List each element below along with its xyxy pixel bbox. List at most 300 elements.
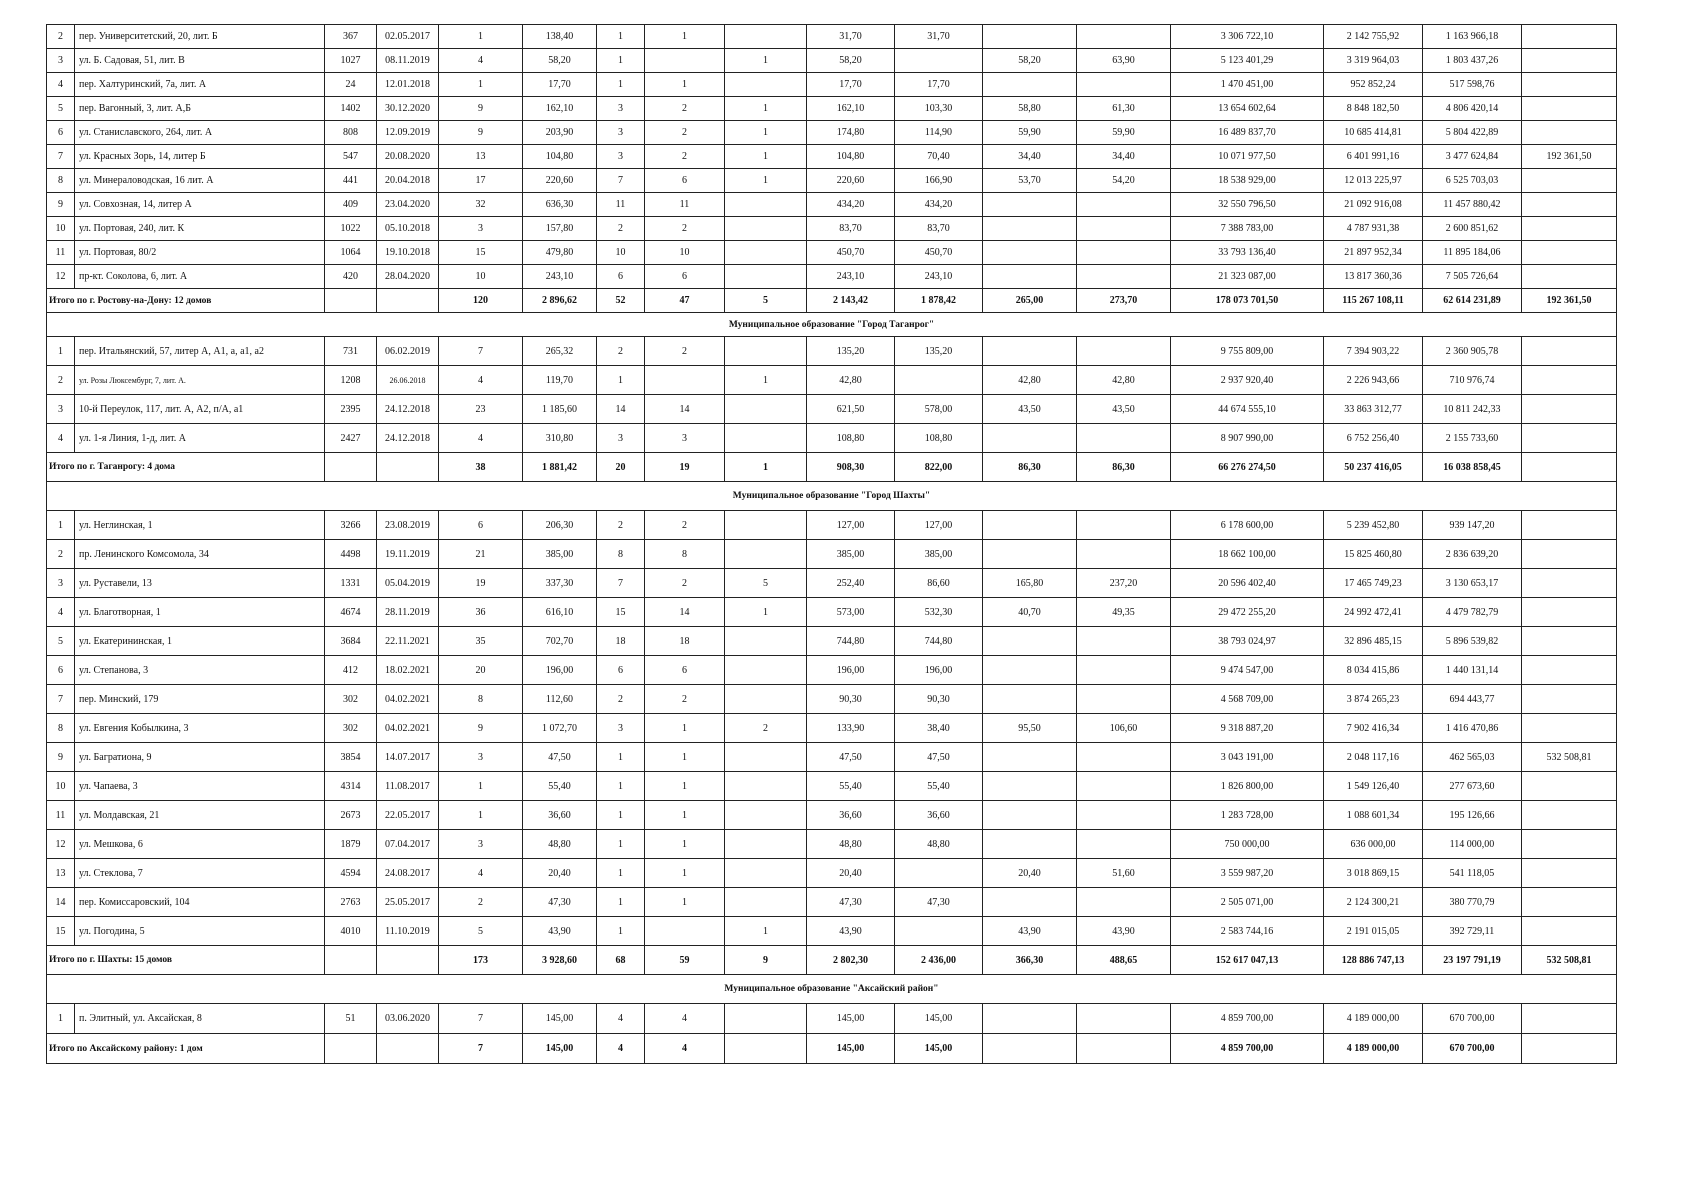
total-value-c13: 532 508,81 [1522, 946, 1617, 975]
value-cell-c9: 237,20 [1077, 569, 1171, 598]
date-cell: 06.02.2019 [377, 337, 439, 366]
value-cell-c12: 2 360 905,78 [1423, 337, 1522, 366]
table-row [47, 685, 1617, 714]
value-cell-c11: 3 319 964,03 [1324, 49, 1423, 73]
value-cell-c3: 1 [597, 49, 645, 73]
value-cell-c8 [983, 265, 1077, 289]
total-value-c7: 145,00 [895, 1034, 983, 1064]
row-number: 9 [47, 193, 75, 217]
table-row [47, 540, 1617, 569]
table-row [47, 395, 1617, 424]
value-cell-c7: 83,70 [895, 217, 983, 241]
value-cell-c3: 1 [597, 366, 645, 395]
value-cell-c9 [1077, 25, 1171, 49]
value-cell-c1: 4 [439, 49, 523, 73]
id-cell: 412 [325, 656, 377, 685]
value-cell-c2: 1 185,60 [523, 395, 597, 424]
value-cell-c13 [1522, 888, 1617, 917]
total-value-c6: 908,30 [807, 453, 895, 482]
row-number: 11 [47, 241, 75, 265]
value-cell-c9 [1077, 511, 1171, 540]
row-number: 3 [47, 569, 75, 598]
value-cell-c6: 36,60 [807, 801, 895, 830]
value-cell-c5 [725, 801, 807, 830]
value-cell-c6: 162,10 [807, 97, 895, 121]
date-cell: 05.10.2018 [377, 217, 439, 241]
value-cell-c6: 145,00 [807, 1004, 895, 1034]
value-cell-c9 [1077, 743, 1171, 772]
date-cell: 19.11.2019 [377, 540, 439, 569]
address-cell: ул. Б. Садовая, 51, лит. В [75, 49, 325, 73]
value-cell-c2: 119,70 [523, 366, 597, 395]
value-cell-c10: 38 793 024,97 [1171, 627, 1324, 656]
value-cell-c13 [1522, 801, 1617, 830]
value-cell-c4: 2 [645, 217, 725, 241]
value-cell-c11: 10 685 414,81 [1324, 121, 1423, 145]
value-cell-c11: 5 239 452,80 [1324, 511, 1423, 540]
date-cell: 12.09.2019 [377, 121, 439, 145]
value-cell-c12: 11 895 184,06 [1423, 241, 1522, 265]
value-cell-c8: 53,70 [983, 169, 1077, 193]
value-cell-c2: 243,10 [523, 265, 597, 289]
row-number: 5 [47, 627, 75, 656]
value-cell-c3: 3 [597, 714, 645, 743]
value-cell-c11: 8 034 415,86 [1324, 656, 1423, 685]
value-cell-c13 [1522, 366, 1617, 395]
row-number: 3 [47, 49, 75, 73]
total-value-c5 [725, 1034, 807, 1064]
value-cell-c4: 2 [645, 511, 725, 540]
value-cell-c13 [1522, 49, 1617, 73]
row-number: 2 [47, 366, 75, 395]
value-cell-c2: 702,70 [523, 627, 597, 656]
id-cell: 1027 [325, 49, 377, 73]
value-cell-c2: 310,80 [523, 424, 597, 453]
value-cell-c6: 55,40 [807, 772, 895, 801]
table-row [47, 1004, 1617, 1034]
address-cell: ул. Стеклова, 7 [75, 859, 325, 888]
value-cell-c3: 2 [597, 511, 645, 540]
value-cell-c8: 43,50 [983, 395, 1077, 424]
address-cell: пер. Итальянский, 57, литер А, А1, а, а1, а2 [75, 337, 325, 366]
value-cell-c11: 4 189 000,00 [1324, 1004, 1423, 1034]
id-cell: 302 [325, 685, 377, 714]
date-cell: 12.01.2018 [377, 73, 439, 97]
value-cell-c13 [1522, 540, 1617, 569]
date-cell: 20.04.2018 [377, 169, 439, 193]
value-cell-c10: 29 472 255,20 [1171, 598, 1324, 627]
total-value-c7: 2 436,00 [895, 946, 983, 975]
value-cell-c6: 20,40 [807, 859, 895, 888]
table-row [47, 888, 1617, 917]
value-cell-c12: 710 976,74 [1423, 366, 1522, 395]
address-cell: ул. Красных Зорь, 14, литер Б [75, 145, 325, 169]
table-row [47, 511, 1617, 540]
value-cell-c9: 42,80 [1077, 366, 1171, 395]
value-cell-c7: 103,30 [895, 97, 983, 121]
row-number: 2 [47, 25, 75, 49]
value-cell-c13 [1522, 395, 1617, 424]
value-cell-c12: 1 163 966,18 [1423, 25, 1522, 49]
value-cell-c5 [725, 627, 807, 656]
id-cell: 1402 [325, 97, 377, 121]
value-cell-c8 [983, 25, 1077, 49]
value-cell-c11: 2 124 300,21 [1324, 888, 1423, 917]
value-cell-c6: 434,20 [807, 193, 895, 217]
value-cell-c8 [983, 801, 1077, 830]
table-row [47, 97, 1617, 121]
value-cell-c6: 47,50 [807, 743, 895, 772]
total-value-c1: 7 [439, 1034, 523, 1064]
value-cell-c13 [1522, 337, 1617, 366]
value-cell-c5: 1 [725, 97, 807, 121]
value-cell-c13 [1522, 598, 1617, 627]
value-cell-c2: 47,50 [523, 743, 597, 772]
value-cell-c1: 35 [439, 627, 523, 656]
row-number: 4 [47, 598, 75, 627]
value-cell-c1: 32 [439, 193, 523, 217]
value-cell-c11: 3 018 869,15 [1324, 859, 1423, 888]
value-cell-c6: 252,40 [807, 569, 895, 598]
date-cell: 25.05.2017 [377, 888, 439, 917]
id-cell: 808 [325, 121, 377, 145]
row-number: 5 [47, 97, 75, 121]
value-cell-c10: 8 907 990,00 [1171, 424, 1324, 453]
total-value-c13 [1522, 1034, 1617, 1064]
date-cell: 07.04.2017 [377, 830, 439, 859]
date-cell: 28.11.2019 [377, 598, 439, 627]
value-cell-c1: 36 [439, 598, 523, 627]
date-cell: 22.11.2021 [377, 627, 439, 656]
total-value-c5: 9 [725, 946, 807, 975]
value-cell-c5 [725, 540, 807, 569]
value-cell-c9: 51,60 [1077, 859, 1171, 888]
total-empty-id [325, 453, 377, 482]
total-empty-id [325, 1034, 377, 1064]
value-cell-c4: 3 [645, 424, 725, 453]
value-cell-c5: 1 [725, 917, 807, 946]
value-cell-c7: 166,90 [895, 169, 983, 193]
id-cell: 441 [325, 169, 377, 193]
id-cell: 24 [325, 73, 377, 97]
value-cell-c6: 135,20 [807, 337, 895, 366]
value-cell-c7: 31,70 [895, 25, 983, 49]
value-cell-c6: 573,00 [807, 598, 895, 627]
value-cell-c2: 636,30 [523, 193, 597, 217]
value-cell-c2: 36,60 [523, 801, 597, 830]
value-cell-c12: 462 565,03 [1423, 743, 1522, 772]
value-cell-c11: 2 142 755,92 [1324, 25, 1423, 49]
value-cell-c2: 138,40 [523, 25, 597, 49]
value-cell-c1: 2 [439, 888, 523, 917]
value-cell-c12: 392 729,11 [1423, 917, 1522, 946]
value-cell-c1: 1 [439, 801, 523, 830]
value-cell-c10: 4 568 709,00 [1171, 685, 1324, 714]
value-cell-c4: 6 [645, 265, 725, 289]
id-cell: 2763 [325, 888, 377, 917]
total-label: Итого по Аксайскому району: 1 дом [47, 1034, 325, 1064]
table-row [47, 169, 1617, 193]
value-cell-c13 [1522, 73, 1617, 97]
value-cell-c4: 4 [645, 1004, 725, 1034]
value-cell-c8: 95,50 [983, 714, 1077, 743]
value-cell-c3: 3 [597, 145, 645, 169]
total-empty-date [377, 289, 439, 313]
id-cell: 1022 [325, 217, 377, 241]
value-cell-c4: 2 [645, 569, 725, 598]
address-cell: ул. Чапаева, 3 [75, 772, 325, 801]
value-cell-c5: 1 [725, 366, 807, 395]
value-cell-c3: 18 [597, 627, 645, 656]
row-number: 10 [47, 217, 75, 241]
value-cell-c8 [983, 217, 1077, 241]
id-cell: 2673 [325, 801, 377, 830]
value-cell-c7: 135,20 [895, 337, 983, 366]
table-row [47, 772, 1617, 801]
value-cell-c7: 196,00 [895, 656, 983, 685]
row-number: 3 [47, 395, 75, 424]
date-cell: 20.08.2020 [377, 145, 439, 169]
total-value-c1: 173 [439, 946, 523, 975]
value-cell-c7: 578,00 [895, 395, 983, 424]
total-value-c12: 23 197 791,19 [1423, 946, 1522, 975]
value-cell-c8 [983, 337, 1077, 366]
value-cell-c7 [895, 859, 983, 888]
value-cell-c12: 277 673,60 [1423, 772, 1522, 801]
id-cell: 1064 [325, 241, 377, 265]
row-number: 4 [47, 73, 75, 97]
value-cell-c6: 43,90 [807, 917, 895, 946]
value-cell-c3: 1 [597, 801, 645, 830]
table-row [47, 366, 1617, 395]
total-value-c6: 145,00 [807, 1034, 895, 1064]
total-row [47, 1034, 1617, 1064]
value-cell-c5: 5 [725, 569, 807, 598]
value-cell-c8 [983, 627, 1077, 656]
total-value-c11: 128 886 747,13 [1324, 946, 1423, 975]
value-cell-c12: 2 836 639,20 [1423, 540, 1522, 569]
value-cell-c2: 104,80 [523, 145, 597, 169]
value-cell-c4: 2 [645, 145, 725, 169]
value-cell-c1: 3 [439, 217, 523, 241]
id-cell: 731 [325, 337, 377, 366]
address-cell: ул. Погодина, 5 [75, 917, 325, 946]
value-cell-c9: 34,40 [1077, 145, 1171, 169]
section-title: Муниципальное образование "Город Таганрог" [47, 313, 1617, 337]
row-number: 1 [47, 511, 75, 540]
table-row [47, 743, 1617, 772]
value-cell-c9 [1077, 656, 1171, 685]
row-number: 6 [47, 656, 75, 685]
date-cell: 19.10.2018 [377, 241, 439, 265]
total-value-c10: 4 859 700,00 [1171, 1034, 1324, 1064]
value-cell-c12: 2 155 733,60 [1423, 424, 1522, 453]
total-label: Итого по г. Ростову-на-Дону: 12 домов [47, 289, 325, 313]
total-row [47, 946, 1617, 975]
value-cell-c11: 952 852,24 [1324, 73, 1423, 97]
table-row [47, 241, 1617, 265]
total-value-c8: 366,30 [983, 946, 1077, 975]
value-cell-c2: 203,90 [523, 121, 597, 145]
value-cell-c9: 49,35 [1077, 598, 1171, 627]
value-cell-c1: 1 [439, 772, 523, 801]
value-cell-c8 [983, 193, 1077, 217]
address-cell: пер. Университетский, 20, лит. Б [75, 25, 325, 49]
total-value-c11: 50 237 416,05 [1324, 453, 1423, 482]
id-cell: 1208 [325, 366, 377, 395]
section-title: Муниципальное образование "Город Шахты" [47, 482, 1617, 511]
value-cell-c4: 10 [645, 241, 725, 265]
address-cell: п. Элитный, ул. Аксайская, 8 [75, 1004, 325, 1034]
value-cell-c10: 7 388 783,00 [1171, 217, 1324, 241]
value-cell-c9: 43,50 [1077, 395, 1171, 424]
address-cell: ул. Евгения Кобылкина, 3 [75, 714, 325, 743]
value-cell-c13 [1522, 917, 1617, 946]
total-value-c2: 2 896,62 [523, 289, 597, 313]
value-cell-c11: 15 825 460,80 [1324, 540, 1423, 569]
value-cell-c12: 380 770,79 [1423, 888, 1522, 917]
date-cell: 04.02.2021 [377, 714, 439, 743]
value-cell-c9 [1077, 888, 1171, 917]
value-cell-c1: 19 [439, 569, 523, 598]
value-cell-c8: 34,40 [983, 145, 1077, 169]
row-number: 15 [47, 917, 75, 946]
value-cell-c6: 127,00 [807, 511, 895, 540]
value-cell-c4: 2 [645, 97, 725, 121]
value-cell-c8: 20,40 [983, 859, 1077, 888]
value-cell-c1: 1 [439, 25, 523, 49]
total-value-c7: 1 878,42 [895, 289, 983, 313]
value-cell-c12: 5 896 539,82 [1423, 627, 1522, 656]
value-cell-c9 [1077, 241, 1171, 265]
value-cell-c8 [983, 424, 1077, 453]
value-cell-c3: 2 [597, 217, 645, 241]
table-row [47, 25, 1617, 49]
value-cell-c6: 90,30 [807, 685, 895, 714]
address-cell: ул. Портовая, 80/2 [75, 241, 325, 265]
value-cell-c2: 58,20 [523, 49, 597, 73]
address-cell: пр. Ленинского Комсомола, 34 [75, 540, 325, 569]
date-cell: 22.05.2017 [377, 801, 439, 830]
value-cell-c1: 15 [439, 241, 523, 265]
date-cell: 18.02.2021 [377, 656, 439, 685]
date-cell: 11.10.2019 [377, 917, 439, 946]
address-cell: пер. Минский, 179 [75, 685, 325, 714]
table-row [47, 193, 1617, 217]
value-cell-c6: 58,20 [807, 49, 895, 73]
id-cell: 4594 [325, 859, 377, 888]
value-cell-c1: 4 [439, 366, 523, 395]
value-cell-c6: 621,50 [807, 395, 895, 424]
value-cell-c1: 9 [439, 121, 523, 145]
value-cell-c7: 145,00 [895, 1004, 983, 1034]
id-cell: 2395 [325, 395, 377, 424]
value-cell-c2: 17,70 [523, 73, 597, 97]
value-cell-c11: 21 092 916,08 [1324, 193, 1423, 217]
value-cell-c4: 18 [645, 627, 725, 656]
row-number: 12 [47, 830, 75, 859]
total-value-c5: 5 [725, 289, 807, 313]
total-value-c3: 4 [597, 1034, 645, 1064]
total-value-c9: 488,65 [1077, 946, 1171, 975]
value-cell-c13 [1522, 217, 1617, 241]
value-cell-c4: 1 [645, 25, 725, 49]
value-cell-c4: 6 [645, 169, 725, 193]
id-cell: 4498 [325, 540, 377, 569]
total-value-c9 [1077, 1034, 1171, 1064]
address-cell: пер. Комиссаровский, 104 [75, 888, 325, 917]
total-value-c6: 2 802,30 [807, 946, 895, 975]
value-cell-c9 [1077, 73, 1171, 97]
value-cell-c5 [725, 1004, 807, 1034]
id-cell: 4010 [325, 917, 377, 946]
value-cell-c1: 9 [439, 97, 523, 121]
value-cell-c10: 18 662 100,00 [1171, 540, 1324, 569]
row-number: 1 [47, 337, 75, 366]
id-cell: 1879 [325, 830, 377, 859]
value-cell-c4: 1 [645, 772, 725, 801]
value-cell-c3: 7 [597, 569, 645, 598]
value-cell-c4: 1 [645, 743, 725, 772]
id-cell: 4314 [325, 772, 377, 801]
housing-report-table [46, 24, 1617, 1064]
date-cell: 05.04.2019 [377, 569, 439, 598]
value-cell-c3: 10 [597, 241, 645, 265]
id-cell: 3266 [325, 511, 377, 540]
value-cell-c1: 1 [439, 73, 523, 97]
id-cell: 420 [325, 265, 377, 289]
total-value-c11: 115 267 108,11 [1324, 289, 1423, 313]
value-cell-c12: 3 477 624,84 [1423, 145, 1522, 169]
value-cell-c10: 2 937 920,40 [1171, 366, 1324, 395]
total-label: Итого по г. Шахты: 15 домов [47, 946, 325, 975]
value-cell-c5 [725, 685, 807, 714]
total-value-c10: 178 073 701,50 [1171, 289, 1324, 313]
value-cell-c9 [1077, 540, 1171, 569]
value-cell-c13: 532 508,81 [1522, 743, 1617, 772]
value-cell-c9 [1077, 830, 1171, 859]
value-cell-c12: 4 806 420,14 [1423, 97, 1522, 121]
value-cell-c5: 1 [725, 49, 807, 73]
value-cell-c4: 1 [645, 888, 725, 917]
value-cell-c3: 14 [597, 395, 645, 424]
total-value-c10: 152 617 047,13 [1171, 946, 1324, 975]
value-cell-c10: 21 323 087,00 [1171, 265, 1324, 289]
value-cell-c7: 108,80 [895, 424, 983, 453]
row-number: 10 [47, 772, 75, 801]
address-cell: 10-й Переулок, 117, лит. А, А2, п/А, а1 [75, 395, 325, 424]
total-value-c7: 822,00 [895, 453, 983, 482]
value-cell-c5 [725, 859, 807, 888]
value-cell-c8: 42,80 [983, 366, 1077, 395]
value-cell-c11: 4 787 931,38 [1324, 217, 1423, 241]
total-empty-date [377, 1034, 439, 1064]
value-cell-c3: 1 [597, 830, 645, 859]
table-row [47, 801, 1617, 830]
value-cell-c11: 2 191 015,05 [1324, 917, 1423, 946]
total-value-c3: 68 [597, 946, 645, 975]
total-value-c8: 86,30 [983, 453, 1077, 482]
date-cell: 08.11.2019 [377, 49, 439, 73]
id-cell: 1331 [325, 569, 377, 598]
value-cell-c10: 9 474 547,00 [1171, 656, 1324, 685]
value-cell-c10: 2 583 744,16 [1171, 917, 1324, 946]
value-cell-c9 [1077, 193, 1171, 217]
value-cell-c9: 106,60 [1077, 714, 1171, 743]
value-cell-c12: 694 443,77 [1423, 685, 1522, 714]
total-value-c1: 120 [439, 289, 523, 313]
value-cell-c13 [1522, 97, 1617, 121]
